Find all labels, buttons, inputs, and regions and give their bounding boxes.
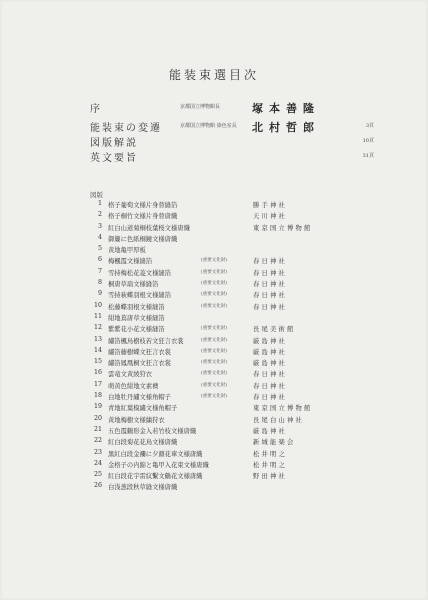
plate-designation: (重要文化財) (201, 258, 228, 264)
plate-designation: (重要文化財) (201, 382, 228, 388)
plate-number: 17 (93, 380, 102, 388)
plate-list-item (88, 460, 358, 471)
plate-number: 10 (93, 301, 102, 309)
toc-affiliation: 京都国立博物館 染色室長 (180, 123, 237, 129)
plate-designation: (重要文化財) (201, 303, 228, 309)
plate-owner: 長尾白山神社 (253, 416, 304, 424)
toc-author: 北村哲郎 (252, 121, 320, 134)
plate-owner: 厳島神社 (253, 348, 287, 356)
plate-title: 雪持萩蝶羽根文様縫箔 (108, 292, 171, 300)
plate-title: 黄地亀甲厚板 (108, 247, 146, 255)
plate-list-item (88, 392, 358, 403)
plate-owner: 東京国立博物館 (253, 224, 313, 232)
plate-list-item (88, 415, 358, 426)
plate-number: 20 (93, 414, 102, 422)
plate-owner: 春日神社 (253, 281, 287, 289)
plate-title: 格子葡萄文様片身替縫箔 (108, 202, 178, 209)
plate-number: 3 (97, 222, 102, 230)
plate-number: 2 (97, 211, 102, 219)
plate-title: 格子桐竹文様片身替唐織 (108, 213, 178, 221)
plate-number: 16 (93, 369, 102, 377)
plate-list-item (88, 268, 358, 279)
toc-label: 英文要旨 (90, 153, 138, 164)
plate-owner: 厳島神社 (253, 337, 287, 345)
plate-designation: (重要文化財) (201, 360, 228, 366)
plate-number: 11 (93, 312, 102, 320)
plate-title: 繡箔藤樹蝶文狂言衣裳 (108, 348, 171, 356)
plate-title: 雪持梅松花菱文様縫箔 (108, 269, 171, 277)
plate-list-item (88, 336, 358, 347)
plate-list-item (88, 482, 358, 493)
plate-number: 22 (93, 437, 102, 445)
plates-list (88, 200, 358, 494)
plate-owner: 新城能楽会 (253, 439, 296, 447)
plate-list-item (88, 369, 358, 380)
plate-title: 紅白段花宇雷紋繫文鶴花文様唐織 (108, 473, 203, 481)
plate-title: 梅楓霞文様縫箔 (108, 258, 153, 266)
plate-owner: 天川神社 (253, 213, 287, 221)
toc-affiliation: 京都国立博物館長 (180, 104, 221, 110)
plate-number: 1 (97, 200, 102, 207)
plate-owner: 長尾美術館 (253, 326, 296, 334)
plate-number: 19 (93, 403, 102, 411)
plate-owner: 春日神社 (253, 371, 287, 379)
plate-number: 14 (93, 346, 102, 354)
plate-owner: 春日神社 (253, 382, 287, 390)
plate-designation: (重要文化財) (201, 394, 228, 400)
plate-number: 9 (97, 290, 102, 298)
plate-number: 23 (93, 448, 102, 456)
plate-owner: 東京国立博物館 (253, 405, 313, 413)
plate-designation: (重要文化財) (201, 337, 228, 343)
plate-owner: 松井明之 (253, 461, 287, 469)
plate-number: 4 (97, 233, 102, 241)
plate-owner: 松井明之 (253, 450, 287, 458)
plate-number: 25 (93, 471, 102, 479)
plate-owner: 厳島神社 (253, 360, 287, 368)
plate-number: 26 (93, 482, 102, 490)
toc-page: 31頁 (362, 153, 374, 159)
plate-list-item (88, 302, 358, 313)
plate-owner: 春日神社 (253, 269, 287, 277)
plate-title: 御簾に色紙桐鏡文様唐織 (108, 235, 178, 243)
plate-list-item (88, 245, 358, 256)
plate-list-item (88, 437, 358, 448)
plate-number: 5 (97, 245, 102, 253)
plate-designation: (重要文化財) (201, 371, 228, 377)
plate-owner: 春日神社 (253, 394, 287, 402)
plate-list-item (88, 313, 358, 324)
plate-title: 雲竜文黄綾狩衣 (108, 371, 153, 379)
plate-list-item (88, 403, 358, 414)
page-title: 能装束選目次 (168, 68, 259, 82)
plate-designation: (重要文化財) (201, 326, 228, 332)
plate-title: 萌黄色紺地文素襖 (108, 382, 159, 390)
plate-list-item (88, 381, 358, 392)
toc-label: 能装束の変遷 (90, 123, 162, 134)
plate-number: 6 (97, 256, 102, 264)
plate-title: 桐唐草扇文様縫箔 (108, 281, 159, 289)
plate-designation: (重要文化財) (201, 292, 228, 298)
plate-list-item (88, 449, 358, 460)
plates-section-label: 図版 (90, 191, 103, 199)
plate-owner: 勝手神社 (253, 202, 287, 209)
plate-title: 紅白山道菊桐枝葉桜文様唐織 (108, 224, 190, 232)
plate-list-item (88, 290, 358, 301)
plate-number: 15 (93, 358, 102, 366)
plate-list-item (88, 347, 358, 358)
plate-owner: 野田神社 (253, 473, 287, 481)
plate-list-item (88, 256, 358, 267)
toc-label: 序 (90, 104, 102, 115)
plate-title: 繡箔鳳凰桐文狂言衣裳 (108, 360, 171, 368)
table-of-contents (90, 100, 374, 164)
plate-number: 18 (93, 392, 102, 400)
plate-list-item (88, 358, 358, 369)
plate-list-item (88, 211, 358, 222)
plate-list-item (88, 223, 358, 234)
plate-title: 紅白段菊花花鳥文様唐織 (108, 439, 178, 447)
plate-number: 7 (97, 267, 102, 275)
plate-number: 13 (93, 335, 102, 343)
plate-list-item (88, 200, 358, 211)
plate-list-item (88, 234, 358, 245)
plate-list-item (88, 471, 358, 482)
plate-list-item (88, 279, 358, 290)
plate-title: 五色霞鶴形金入若竹枝文様唐織 (108, 427, 197, 435)
plate-title: 白浅葱段秋草縫文様唐織 (108, 484, 178, 492)
plate-number: 21 (93, 425, 102, 433)
plate-owner: 春日神社 (253, 292, 287, 300)
plate-title: 黄地梅樹文様繍狩衣 (108, 416, 165, 424)
plate-list-item (88, 426, 358, 437)
toc-row (90, 134, 374, 149)
plate-designation: (重要文化財) (201, 269, 228, 275)
toc-author: 塚本善隆 (252, 102, 320, 115)
toc-row (90, 149, 374, 164)
plate-title: 松藤蝶羽根文様縫箔 (108, 303, 165, 311)
plate-title: 白地牡丹繡文様角帽子 (108, 394, 171, 402)
plate-title: 黒紅白段金襴に夕顔花車文様唐織 (108, 450, 203, 458)
toc-page: 10頁 (362, 138, 374, 144)
plate-title: 繡箔楓鳥樹枝若文狂言衣裳 (108, 337, 184, 345)
plate-title: 紫紫花小花文様縫箔 (108, 326, 165, 334)
plate-owner: 春日神社 (253, 303, 287, 311)
plate-number: 8 (97, 279, 102, 287)
plate-number: 24 (93, 459, 102, 467)
plate-owner: 厳島神社 (253, 427, 287, 435)
plate-number: 12 (93, 324, 102, 332)
plate-title: 紺地蔦唐草文様縫箔 (108, 314, 165, 322)
toc-row (90, 119, 374, 134)
plate-designation: (重要文化財) (201, 281, 228, 287)
plate-title: 金格子の内錦と亀甲入花束文様唐織 (108, 461, 209, 469)
toc-page: 3頁 (365, 123, 374, 129)
toc-row (90, 100, 360, 115)
plate-owner: 春日神社 (253, 258, 287, 266)
plate-designation: (重要文化財) (201, 348, 228, 354)
plate-list-item (88, 324, 358, 335)
plate-title: 青地紅葉模繡文様角帽子 (108, 405, 178, 413)
toc-label: 図版解説 (90, 138, 138, 149)
